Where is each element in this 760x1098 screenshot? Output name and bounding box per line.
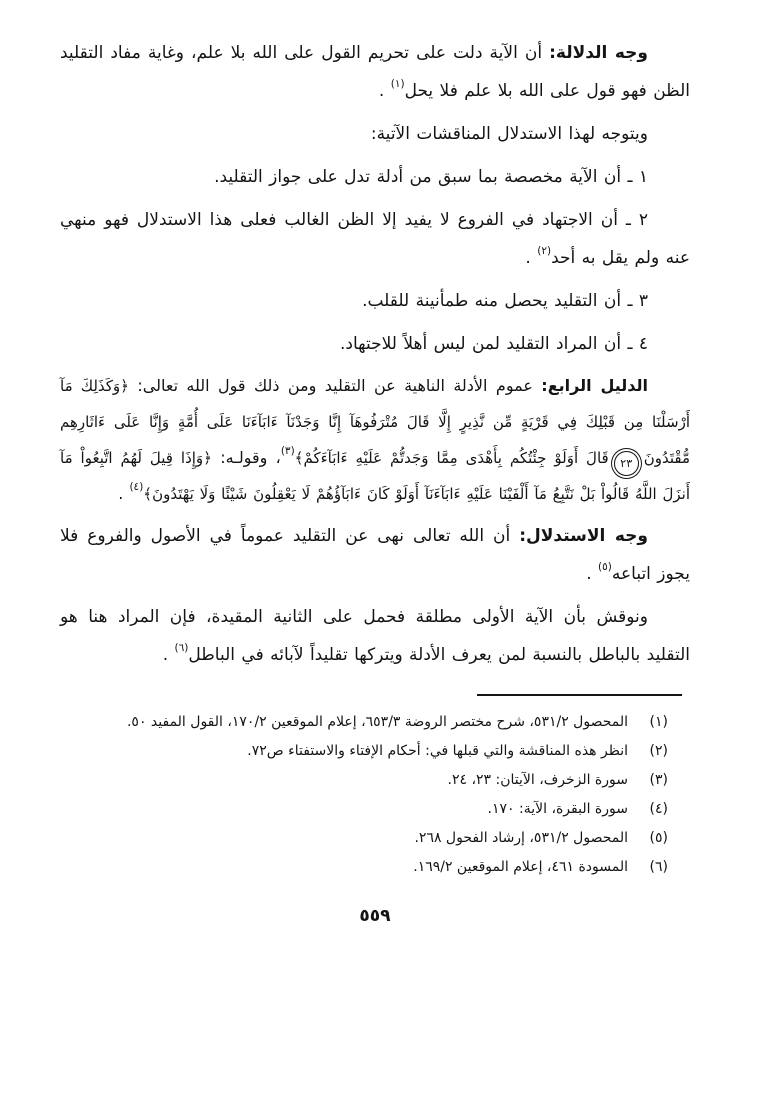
footnote-marker: (٢) bbox=[649, 743, 668, 759]
discussion-item-1 bbox=[60, 158, 690, 196]
discussion-item-3 bbox=[60, 282, 690, 320]
footnote-ref-3: (٣) bbox=[280, 445, 295, 457]
paragraph-tail: . bbox=[162, 645, 175, 665]
paragraph-lead: وجه الاستدلال: bbox=[519, 526, 648, 546]
paragraph-daleel-rabi bbox=[60, 368, 690, 512]
footnote-text: سورة البقرة، الآية: ١٧٠. bbox=[487, 801, 628, 817]
paragraph-text: ويتوجه لهذا الاستدلال المناقشات الآتية: bbox=[370, 124, 648, 144]
paragraph-tail: . bbox=[586, 564, 599, 584]
footnote-marker: (١) bbox=[649, 714, 668, 730]
paragraph-tail: . bbox=[378, 81, 391, 101]
footnote-6 bbox=[60, 853, 668, 882]
paragraph-lead: الدليل الرابع: bbox=[541, 376, 649, 395]
discussion-item-4 bbox=[60, 325, 690, 363]
paragraph-text: ٣ ـ أن التقليد يحصل منه طمأنينة للقلب. bbox=[362, 291, 648, 311]
paragraph-nuqisha bbox=[60, 598, 690, 674]
footnotes-section bbox=[60, 694, 668, 882]
footnote-ref-1: (١) bbox=[390, 78, 405, 90]
paragraph-wajh-al-istidlal bbox=[60, 517, 690, 593]
footnote-5 bbox=[60, 824, 668, 853]
ayah-number-ornament: ٢٣ bbox=[614, 451, 639, 476]
paragraph-lead: وجه الدلالة: bbox=[549, 43, 648, 63]
footnote-ref-6: (٦) bbox=[174, 642, 189, 654]
footnote-text: المسودة ٤٦١، إعلام الموقعين ١٦٩/٢. bbox=[413, 859, 628, 875]
quran-verse-zukhruf-continued: قَالَ أَوَلَوْ جِئْتُكُم بِأَهْدَى مِمَّا وَجَدتُّمْ عَلَيْهِ ءَابَآءَكُمْ﴾ bbox=[294, 449, 609, 467]
paragraph-wajh-al-dalalah bbox=[60, 34, 690, 110]
footnote-ref-5: (٥) bbox=[598, 561, 612, 573]
footnote-text: المحصول ٥٣١/٢، شرح مختصر الروضة ٦٥٣/٣، إعلام الموقعين ١٧٠/٢، القول المفيد ٥٠. bbox=[126, 714, 628, 730]
paragraph-text: ٤ ـ أن المراد التقليد لمن ليس أهلاً للاجتهاد. bbox=[340, 334, 648, 354]
footnote-marker: (٤) bbox=[649, 801, 668, 817]
footnote-marker: (٥) bbox=[649, 830, 668, 846]
quran-verse-baqarah: ﴿وَإِذَا قِيلَ لَهُمُ اتَّبِعُواْ مَآ أَنزَلَ اللَّهُ قَالُواْ بَلْ نَتَّبِعُ مَآ أَلْفَيْنَا عَلَيْهِ ءَابَآءَنَآ أَوَلَوْ كَانَ ءَابَآؤُهُمْ لَا يَعْقِلُونَ شَيْئًا وَلَا يَهْتَدُونَ﴾ bbox=[60, 449, 690, 503]
paragraph-text: أن الله تعالى نهى عن التقليد عموماً في الأصول والفروع فلا يجوز اتباعه bbox=[60, 526, 690, 584]
footnote-3 bbox=[60, 766, 668, 795]
footnote-marker: (٣) bbox=[649, 772, 668, 788]
paragraph-text: ونوقش بأن الآية الأولى مطلقة فحمل على الثانية المقيدة، فإن المراد هنا هو التقليد بالباطل بالنسبة لمن يعرف الأدلة ويتركها تقليداً لآبائه في الباطل bbox=[60, 607, 690, 665]
body-text bbox=[60, 34, 690, 674]
footnote-text: المحصول ٥٣١/٢، إرشاد الفحول ٢٦٨. bbox=[414, 830, 628, 846]
paragraph-text: أن الآية دلت على تحريم القول على الله بلا علم، وغاية مفاد التقليد الظن فهو قول على الله بلا علم فلا يحل bbox=[60, 43, 690, 101]
quran-verse-zukhruf: ﴿وَكَذَلِكَ مَآ أَرْسَلْنَا مِن قَبْلِكَ فِي قَرْيَةٍ مِّن نَّذِيرٍ إِلَّا قَالَ مُتْرَفُوهَآ إِنَّا وَجَدْنَآ ءَابَآءَنَا عَلَى أُمَّةٍ وَإِنَّا عَلَى ءَاثَارِهِم مُّقْتَدُونَ bbox=[60, 377, 690, 467]
paragraph-tail: . bbox=[118, 484, 130, 503]
footnote-text: انظر هذه المناقشة والتي قبلها في: أحكام الإفتاء والاستفتاء ص٧٢. bbox=[247, 743, 628, 759]
footnote-text: سورة الزخرف، الآيتان: ٢٣، ٢٤. bbox=[447, 772, 628, 788]
footnote-4 bbox=[60, 795, 668, 824]
paragraph-text: عموم الأدلة الناهية عن التقليد ومن ذلك قول الله تعالى: bbox=[128, 376, 542, 395]
footnote-ref-2: (٢) bbox=[537, 245, 552, 257]
footnote-separator bbox=[477, 694, 682, 696]
paragraph-text: ١ ـ أن الآية مخصصة بما سبق من أدلة تدل على جواز التقليد. bbox=[214, 167, 648, 187]
discussion-item-2 bbox=[60, 201, 690, 277]
footnote-1 bbox=[60, 708, 668, 737]
paragraph-text: ٢ ـ أن الاجتهاد في الفروع لا يفيد إلا الظن الغالب فعلى هذا الاستدلال فهو منهي عنه ولم يقل به أحد bbox=[60, 210, 690, 268]
footnote-ref-4: (٤) bbox=[129, 481, 144, 493]
footnote-2 bbox=[60, 737, 668, 766]
paragraph-tail: . bbox=[525, 248, 538, 268]
paragraph-text: ، وقولـه: bbox=[211, 448, 281, 467]
footnote-marker: (٦) bbox=[649, 859, 668, 875]
paragraph-discussions-intro bbox=[60, 115, 690, 153]
page-number: ٥٥٩ bbox=[359, 906, 391, 926]
